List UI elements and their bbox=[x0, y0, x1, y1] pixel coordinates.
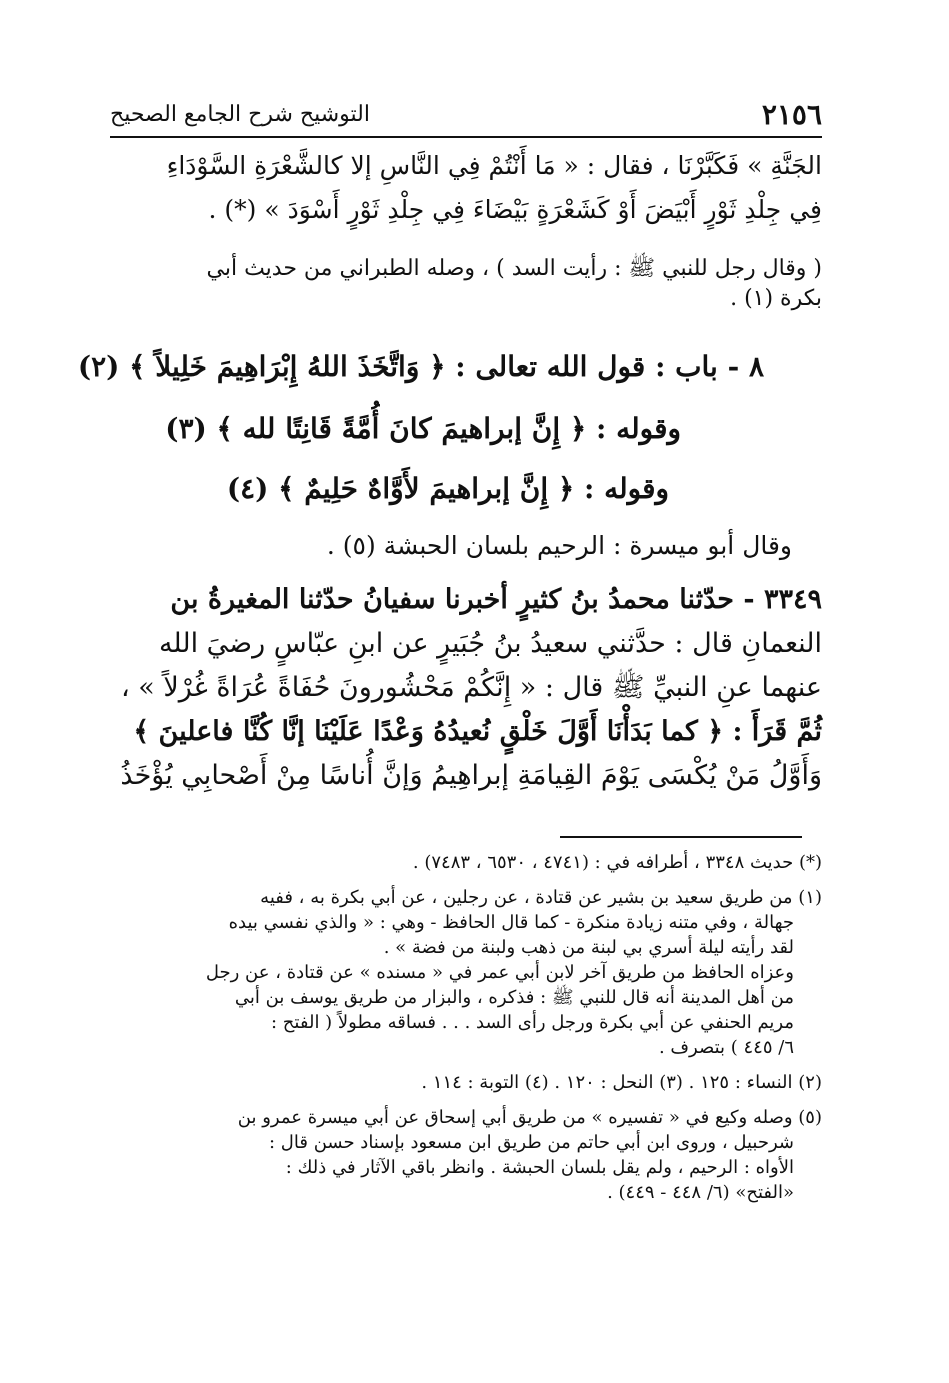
footnote-line: «الفتح» (٦/ ٤٤٨ - ٤٤٩) . bbox=[607, 1182, 794, 1203]
body-line: الجَنَّةِ » فَكَبَّرْنَا ، فقال : « مَا أَنْتُمْ فِي النَّاسِ إلا كالشَّعْرَةِ السَّوْدَاءِ bbox=[166, 151, 822, 180]
hadith-line: وَأَوَّلُ مَنْ يُكْسَى يَوْمَ القِيامَةِ إبراهِيمُ وَإنَّ أُناسًا مِنْ أَصْحابِي يُؤْخَذُ bbox=[120, 760, 822, 791]
hadith-line: النعمانِ قال : حدَّثني سعيدُ بنُ جُبَيرٍ عن ابنِ عبّاسٍ رضيَ الله bbox=[158, 628, 822, 659]
footnote-line: مريم الحنفي عن أبي بكرة ورجل رأى السد . . . فساقه مطولاً ( الفتح : bbox=[271, 1012, 794, 1033]
body-line: ( وقال رجل للنبي ﷺ : رأيت السد ) ، وصله الطبراني من حديث أبي bbox=[206, 256, 822, 281]
footnote-line: (٢) النساء : ١٢٥ . (٣) النحل : ١٢٠ . (٤) التوبة : ١١٤ . bbox=[421, 1072, 822, 1093]
footnote-line: الأواه : الرحيم ، ولم يقل بلسان الحبشة . وانظر باقي الآثار في ذلك : bbox=[285, 1157, 794, 1178]
footnote-line: من أهل المدينة أنه قال للنبي ﷺ : فذكره ، والبزار من طريق يوسف بن أبي bbox=[234, 987, 794, 1008]
footnote-line: لقد رأيته ليلة أسري بي لبنة من ذهب ولبنة من فضة » . bbox=[383, 937, 794, 958]
chapter-heading bbox=[77, 336, 764, 398]
body-text-wasl bbox=[122, 254, 822, 314]
running-title: التوشيح شرح الجامع الصحيح bbox=[110, 101, 370, 127]
hadith-text bbox=[122, 578, 822, 798]
hadith-line: ثُمَّ قَرَأَ : ﴿ كما بَدَأْنَا أَوَّلَ خَلْقٍ نُعيدُهُ وَعْدًا عَلَيْنَا إنَّا كُنَّا فاعلينَ ﴾ bbox=[133, 716, 822, 747]
footnote-line: ٦/ ٤٤٥ ) بتصرف . bbox=[658, 1037, 794, 1058]
footnote-line: (٥) وصله وكيع في « تفسيره » من طريق أبي إسحاق عن أبي ميسرة عمرو بن bbox=[237, 1107, 822, 1128]
hadith-line: ٣٣٤٩ - حدّثنا محمدُ بنُ كثيرٍ أخبرنا سفيانُ حدّثنا المغيرةُ بن bbox=[170, 584, 822, 615]
body-line: بكرة (١) . bbox=[730, 286, 822, 311]
chapter-verse-line: وقوله : ﴿ إِنَّ إبراهيمَ كانَ أُمَّةً قَانِتًا لله ﴾ (٣) bbox=[165, 412, 681, 445]
footnote-line: جهالة ، وفي متنه زيادة منكرة - كما قال الحافظ - وهي : « والذي نفسي بيده bbox=[228, 912, 794, 933]
body-text-top bbox=[122, 144, 822, 232]
header-rule bbox=[110, 136, 822, 138]
page-number: ٢١٥٦ bbox=[761, 97, 822, 131]
footnote-line: (١) من طريق سعيد بن بشير عن قتادة ، عن رجلين ، عن أبي بكرة به ، ففيه bbox=[260, 887, 822, 908]
page-header bbox=[110, 94, 822, 134]
abu-maysara-note bbox=[232, 524, 792, 568]
chapter-title-line: ٨ - باب : قول الله تعالى : ﴿ وَاتَّخَذَ اللهُ إِبْرَاهِيمَ خَلِيلاً ﴾ (٢) bbox=[77, 350, 764, 383]
footnote-line: (*) حديث ٣٣٤٨ ، أطرافه في : (٤٧٤١ ، ٦٥٣٠ ، ٧٤٨٣) . bbox=[412, 852, 822, 873]
footnotes bbox=[122, 850, 822, 1205]
chapter-verse-3 bbox=[149, 458, 669, 520]
footnote-line: وعزاه الحافظ من طريق آخر لابن أبي عمر في « مسنده » عن قتادة ، عن رجل bbox=[205, 962, 794, 983]
footnote-line: شرحبيل ، وروى ابن أبي حاتم من طريق ابن مسعود بإسناد حسن قال : bbox=[269, 1132, 794, 1153]
hadith-line: عنهما عنِ النبيِّ ﷺ قال : « إِنَّكُمْ مَحْشُورونَ حُفَاةً عُرَاةً غُرْلاً » ، bbox=[120, 672, 822, 703]
footnote-rule bbox=[560, 836, 802, 838]
chapter-verse-2 bbox=[161, 398, 681, 460]
chapter-verse-line: وقوله : ﴿ إِنَّ إبراهيمَ لأَوَّاهٌ حَلِيمٌ ﴾ (٤) bbox=[226, 472, 669, 505]
body-line: وقال أبو ميسرة : الرحيم بلسان الحبشة (٥) . bbox=[326, 531, 792, 560]
body-line: فِي جِلْدِ ثَوْرٍ أَبْيَضَ أَوْ كَشَعْرَةٍ بَيْضَاءَ فِي جِلْدِ ثَوْرٍ أَسْوَدَ » (*) . bbox=[208, 195, 822, 224]
